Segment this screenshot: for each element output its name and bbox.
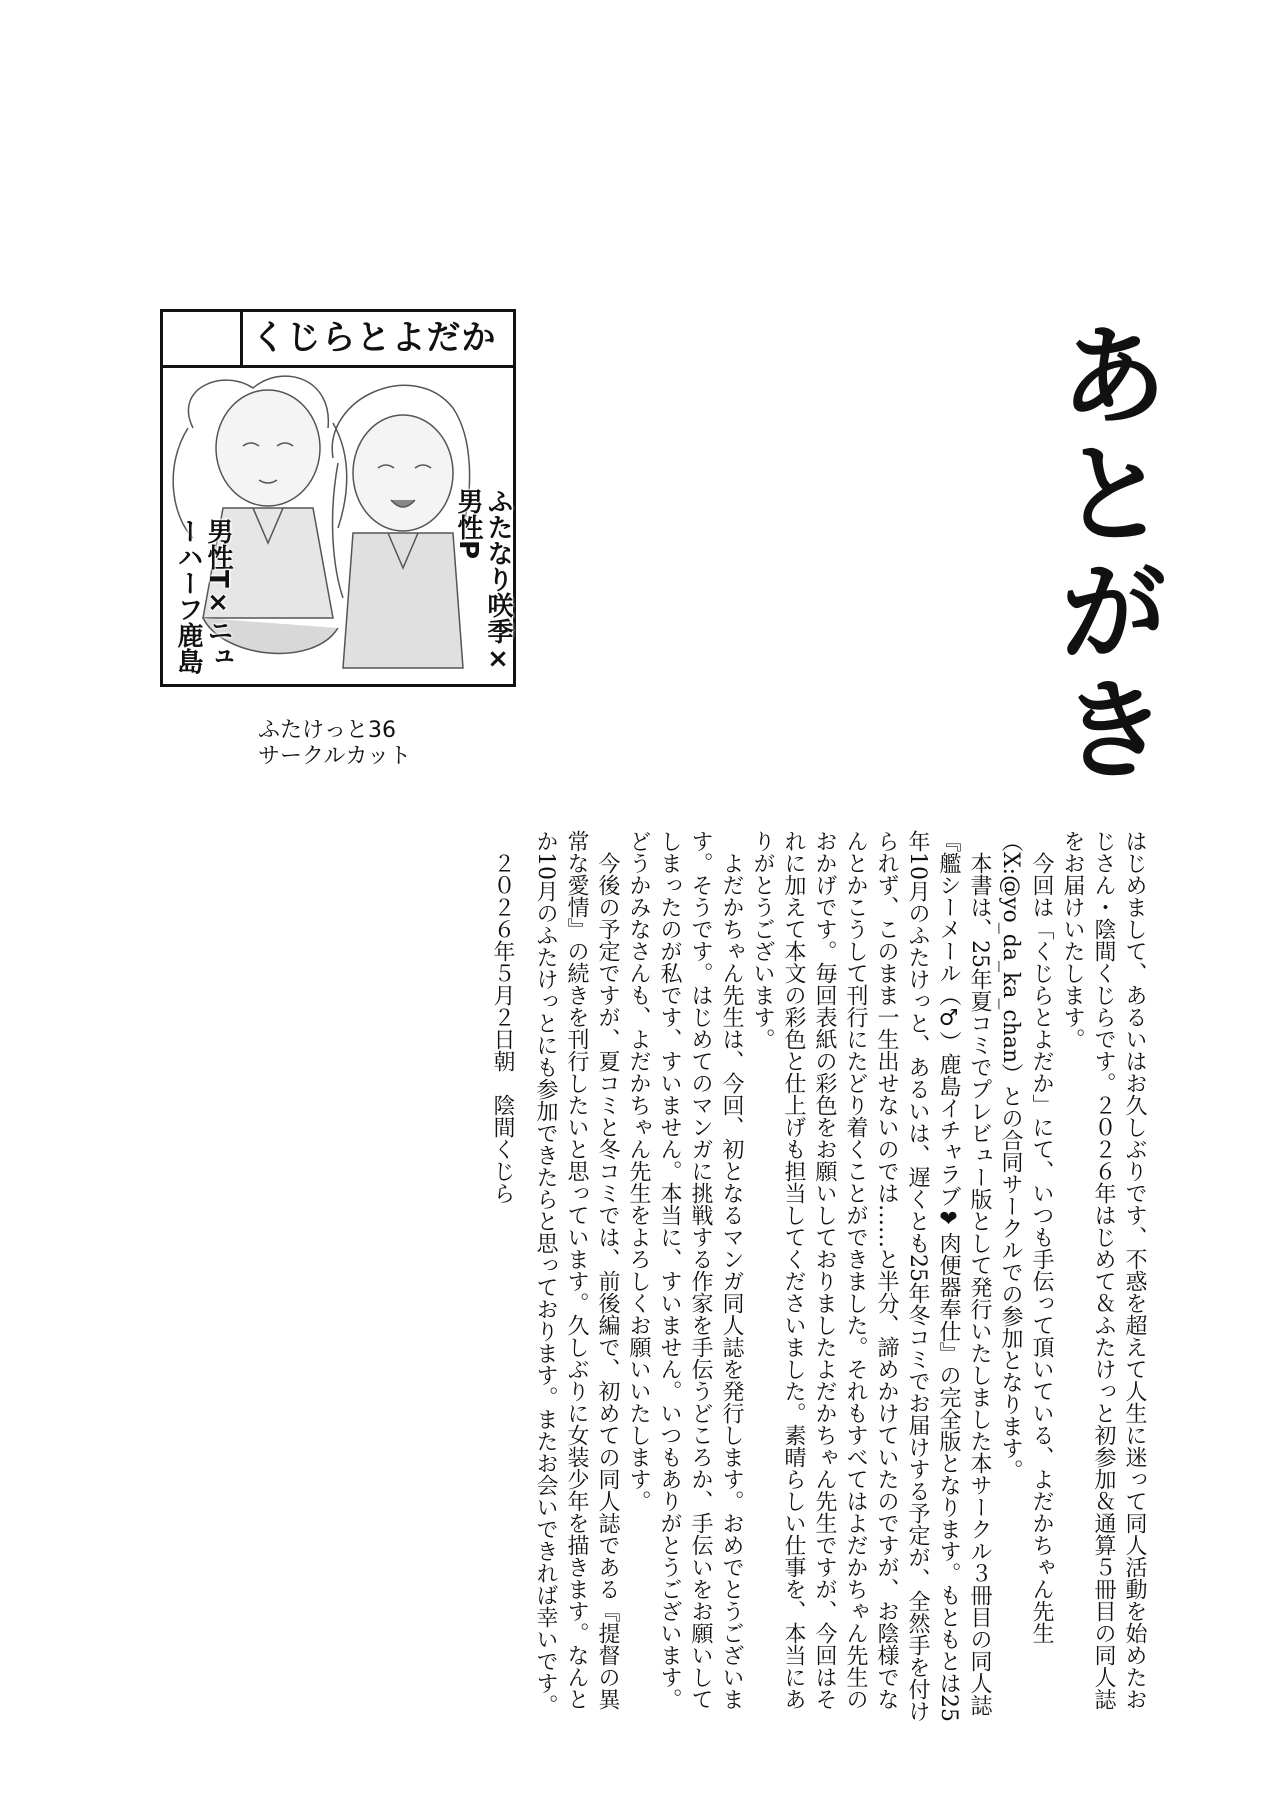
paragraph-4: よだかちゃん先生は、今回、初となるマンガ同人誌を発行します。おめでとうございます。そうです。はじめてのマンガに挑戦する作家を手伝うどころか、手伝いをお願いしてしまったのが私です、すいません。本当に、すいません。いつもありがとうございます。どうかみなさんも、よだかちゃん先生をよろしくお願いいたします。 bbox=[626, 830, 744, 1710]
paragraph-1: はじめまして、あるいはお久しぶりです、不惑を超えて人生に迷って同人活動を始めたおじさん・陰間くじらです。２０２６年はじめて＆ふたけっと初参加＆通算５冊目の同人誌をお届けいたします。 bbox=[1060, 830, 1147, 1710]
circle-cut-illustration bbox=[163, 368, 513, 684]
page-title: あとがき bbox=[1041, 318, 1170, 790]
caption-line-1: ふたけっと36 bbox=[258, 718, 396, 743]
paragraph-5: 今後の予定ですが、夏コミと冬コミでは、前後編で、初めての同人誌である『提督の異常な愛情』の続きを刊行したいと思っています。久しぶりに女装少年を描きます。なんとか10月のふたけっとにも参加できたらと思っております。またお会いできれば幸いです。 bbox=[533, 830, 620, 1716]
circle-cut-caption bbox=[258, 718, 478, 770]
circle-name: くじらとよだか bbox=[251, 318, 497, 358]
space-number-box bbox=[163, 312, 243, 365]
right-character-label: ふたなり咲季×男性P bbox=[453, 488, 513, 674]
left-character-label: 男性T×ニューハーフ鹿島 bbox=[173, 518, 233, 674]
afterword-body bbox=[200, 830, 1150, 1730]
signature: ２０２６年５月２日朝 陰間くじら bbox=[490, 852, 515, 1204]
paragraph-2: 今回は「くじらとよだか」にて、いつも手伝って頂いている、よだかちゃん先生（X:@yo_da_ka_chan）との合同サークルでの参加となります。 bbox=[998, 830, 1054, 1644]
paragraph-3: 本書は、25年夏コミでプレビュー版として発行いたしました本サークル３冊目の同人誌『艦シーメール（♂）鹿島イチャラブ❤肉便器奉仕』の完全版となります。もともとは25年10月のふたけっと、あるいは、遅くとも25年冬コミでお届けする予定が、全然手を付けられず、このまま一生出せないのでは……と半分、諦めかけていたのですが、お陰様でなんとかこうして刊行にたどり着くことができました。それもすべてはよだかちゃん先生のおかげです。毎回表紙の彩色をお願いしておりましたよだかちゃん先生ですが、今回はそれに加えて本文の彩色と仕上げも担当してくださいました。素晴らしい仕事を、本当にありがとうございます。 bbox=[750, 830, 992, 1722]
circle-cut-header bbox=[163, 312, 513, 368]
circle-cut bbox=[160, 309, 516, 687]
caption-line-2: サークルカット bbox=[258, 744, 412, 769]
